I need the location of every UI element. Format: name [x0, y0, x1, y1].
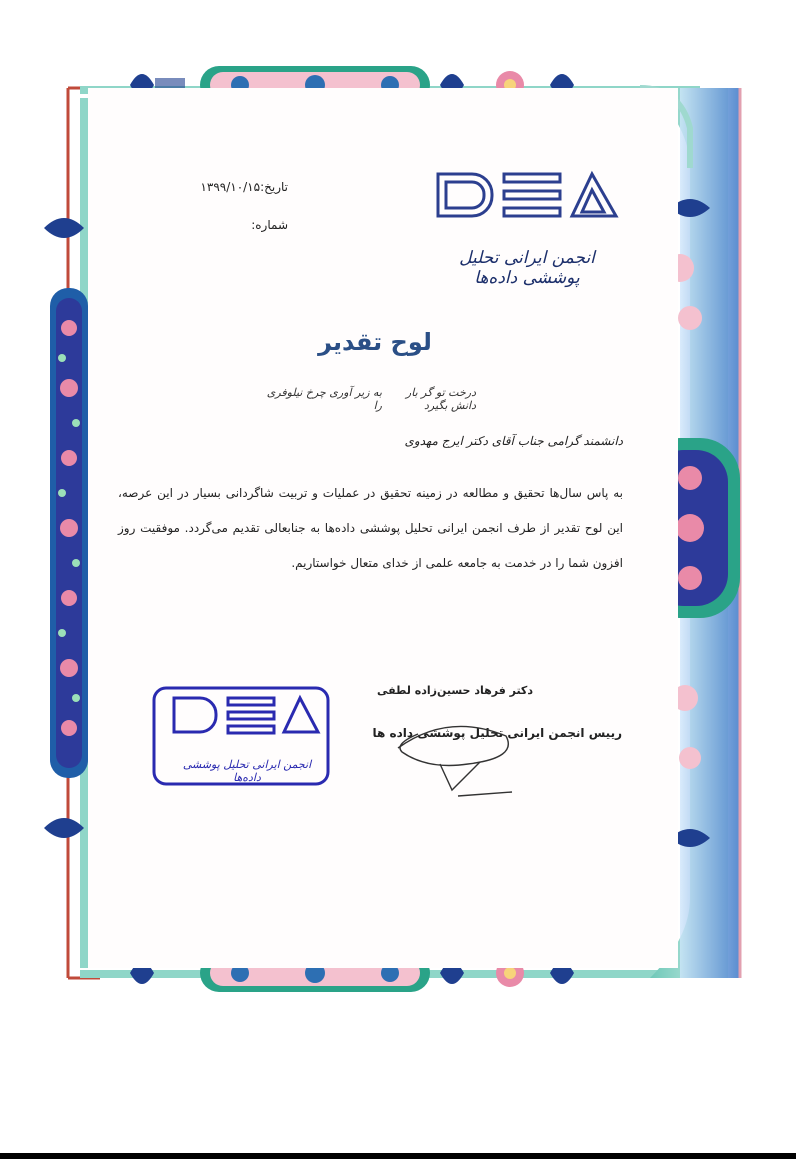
verse-part-1: درخت تو گر بار دانش بگیرد: [405, 386, 476, 412]
salutation: دانشمند گرامی جناب آقای دکتر ایرج مهدوی: [404, 434, 623, 448]
logo-caption: انجمن ایرانی تحلیل پوششی داده‌ها: [459, 248, 595, 288]
page-bottom-border: [0, 1153, 796, 1159]
signature-icon: [388, 718, 518, 800]
logo-mark-text: DEA: [525, 230, 529, 231]
page-title: لوح تقدیر: [318, 328, 432, 356]
signer-title: رییس انجمن ایرانی تحلیل پوششی داده ها: [372, 726, 622, 740]
stamp-mark-text: DEA: [239, 742, 243, 743]
stamp-caption: انجمن ایرانی تحلیل پوششی داده‌ها: [182, 758, 312, 784]
number-line: شماره:: [251, 218, 288, 232]
signer-name: دکتر فرهاد حسین‌زاده لطفی: [377, 684, 533, 697]
verse-part-2: به زیر آوری چرخ نیلوفری را: [266, 386, 382, 412]
date-line: تاریخ:۱۳۹۹/۱۰/۱۵: [200, 180, 288, 194]
body-paragraph: به پاس سال‌ها تحقیق و مطالعه در زمینه تحقیق در عملیات و تربیت شاگردانی بسیار در این عرصه، این لوح تقدیر از طرف انجمن ایرانی تحلیل پوششی داده‌ها به جنابعالی تقدیم می‌گردد. موفقیت روز افزون شما را در خدمت به جامعه علمی از خدای متعال خواستاریم.: [118, 486, 623, 570]
